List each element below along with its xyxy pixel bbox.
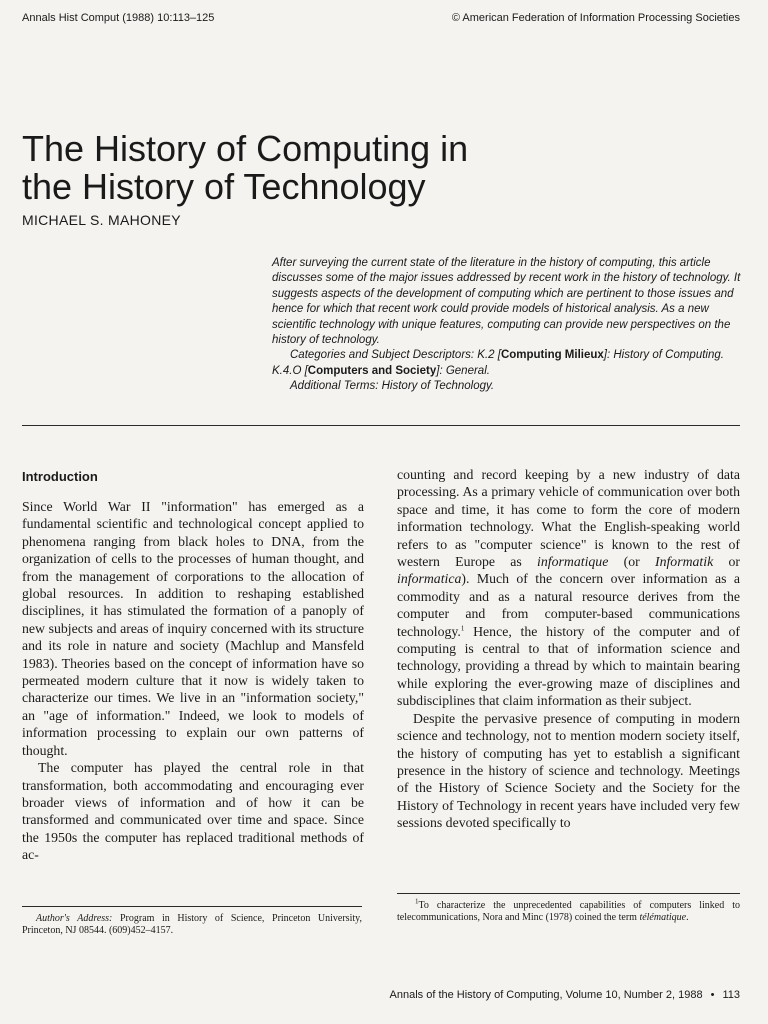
para3-text-b: (or	[608, 554, 655, 570]
term-informatica: informatica	[397, 571, 462, 587]
author-name: MICHAEL S. MAHONEY	[22, 212, 181, 228]
term-informatik: Informatik	[654, 554, 714, 570]
abstract-text: After surveying the current state of the literature in the history of computing, this article discusses some of the major issues addressed by recent work in the history of technology. It suggests aspects of the development of computing which are pertinent to those issues and hence for which that recent work could provide models of historical analysis. As a new scientific technology with unique features, computing can provide new perspectives on the history of technology.	[272, 257, 741, 347]
address-text: Program in History of Science, Princeton University, Princeton, NJ 08544. (609)452–4157.	[22, 913, 362, 936]
footnote-1-text: To characterize the unprecedented capabilities of computers linked to telecommunications, Nora and Minc (1978) coined the term	[397, 900, 740, 923]
footer-journal: Annals of the History of Computing, Volume 10, Number 2, 1988	[389, 989, 703, 1001]
section-heading-introduction: Introduction	[22, 469, 98, 484]
body-column-right	[397, 466, 740, 832]
term-telematique: télématique	[639, 912, 687, 923]
footnote-reference-1[interactable]: 1	[460, 624, 465, 633]
footnote-divider-right	[397, 893, 740, 894]
section-divider	[22, 425, 740, 426]
term-informatique: informatique	[537, 554, 609, 570]
abstract	[272, 256, 742, 395]
body-paragraph-4: Despite the pervasive presence of computing in modern science and technology, not to mention modern society itself, the history of computing has yet to establish a significant presence in the history of science and technology. Meetings of the History of Science Society and the Society for the History of Technology in recent years have included very few sessions devoted specifically to	[397, 710, 740, 831]
descriptors-lead: Categories and Subject Descriptors: K.2 [	[290, 349, 501, 362]
body-paragraph-3	[397, 466, 740, 710]
para3-text-d: ). Much of the concern over information as a commodity and as a natural resource derives from the computer and from computer-based communications technology.	[397, 571, 740, 639]
article-title	[22, 130, 622, 206]
title-line-2: the History of Technology	[22, 166, 426, 207]
body-paragraph-1: Since World War II "information" has emerged as a fundamental scientific and technological concept applied to phenomena ranging from black holes to DNA, from the organization of cells to the processes of human thought, and from the management of corporations to the allocation of global resources. In addition to reshaping established disciplines, it has stimulated the formation of a panoply of new subjects and areas of inquiry concerned with its structure and its role in nature and society (Machlup and Mansfeld 1983). Theories based on the concept of information have so permeated modern culture that it now is widely taken to characterize our times. We live in an "information society," an "age of information." Indeed, we look to models of information processing to explain our own patterns of thought.	[22, 499, 364, 758]
journal-citation: Annals Hist Comput (1988) 10:113–125	[22, 12, 215, 24]
page-number: 113	[722, 989, 740, 1001]
footer-separator: •	[710, 989, 715, 1001]
body-paragraph-2: The computer has played the central role in that transformation, both accommodating and encouraging ever broader views of information and of how it can be transformed and communicated over time and space. Since the 1950s the computer has replaced traditional methods of ac-	[22, 760, 364, 863]
title-line-1: The History of Computing in	[22, 128, 469, 169]
para3-text-a: counting and record keeping by a new industry of data processing. As a primary vehicle of communication over both space and time, it has come to form the core of modern information technology. What the English-speaking world refers to as "computer science" is known to the rest of western Europe as	[397, 467, 740, 570]
descriptor-term-2: Computers and Society	[307, 364, 437, 377]
subject-descriptors	[272, 348, 742, 379]
descriptors-mid: ]: History of Computing. K.4.O [	[272, 349, 724, 377]
descriptors-end: ]: General.	[436, 364, 490, 377]
address-label: Author's Address:	[36, 913, 113, 924]
body-column-left	[22, 498, 364, 864]
footnote-marker-1: 1	[415, 897, 419, 906]
para3-text-e: Hence, the history of the computer and of computing is central to that of information science and technology, providing a thread by which to maintain bearing while exploring the ever-growing maze of disciplines and subdisciplines that claim information as their subject.	[397, 623, 740, 709]
additional-terms: Additional Terms: History of Technology.	[290, 380, 495, 393]
para3-text-c: or	[713, 554, 740, 570]
author-address	[22, 913, 362, 937]
footnote-1-end: .	[686, 912, 689, 923]
footnote-divider-left	[22, 906, 362, 907]
descriptor-term-1: Computing Milieux	[500, 349, 604, 362]
page-footer	[390, 989, 740, 1001]
copyright-notice: © American Federation of Information Processing Societies	[451, 12, 740, 24]
footnote-1	[397, 897, 740, 924]
